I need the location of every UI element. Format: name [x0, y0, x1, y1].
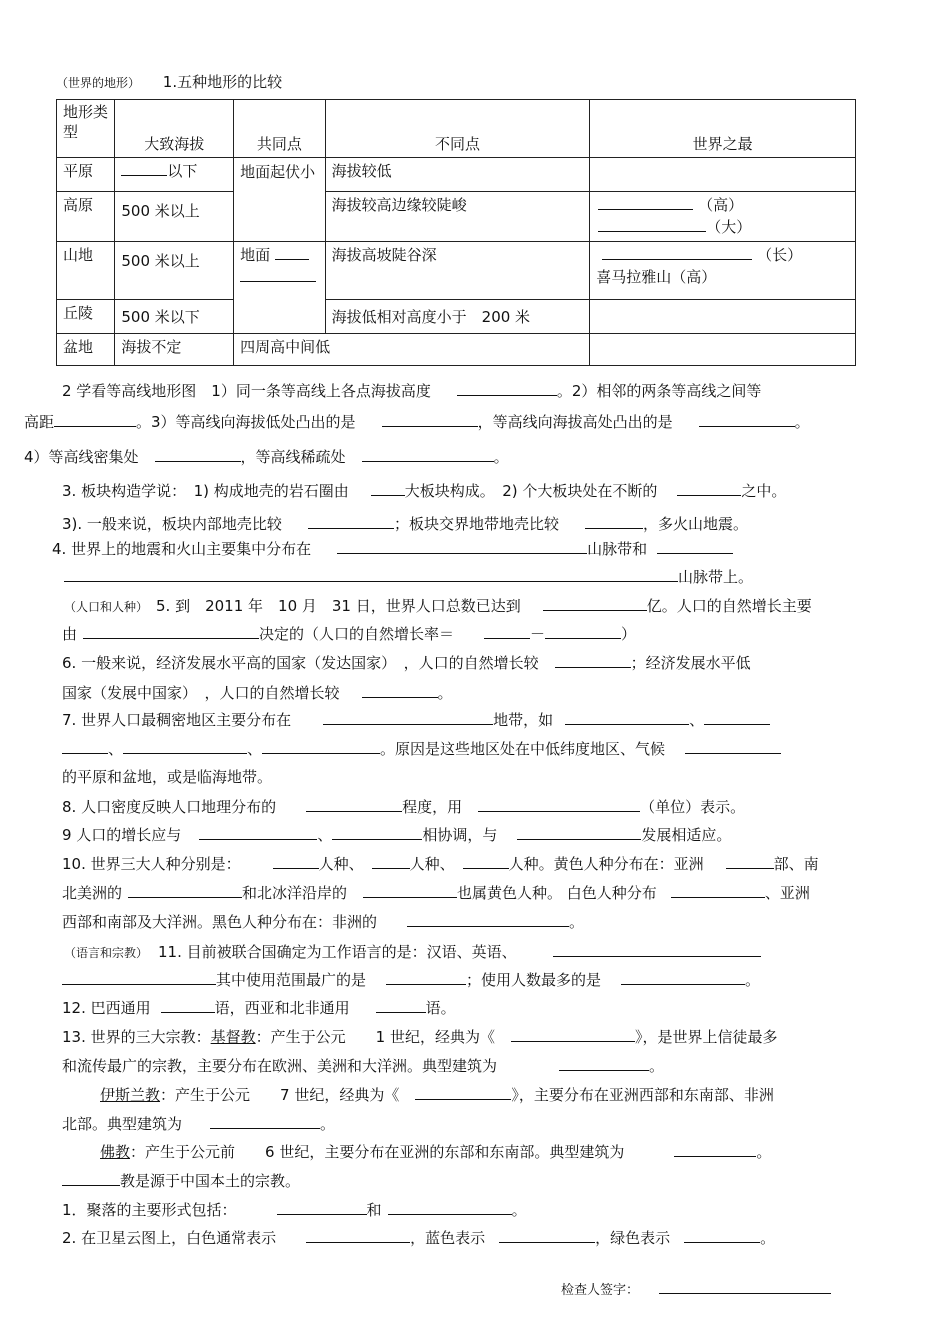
- blank-field[interactable]: [415, 1084, 511, 1100]
- question-13-line4: 北部。典型建筑为 。: [62, 1115, 336, 1133]
- question-8: 8. 人口密度反映人口地理分布的 程度，用 （单位）表示。: [62, 798, 746, 816]
- blank-field[interactable]: [602, 244, 752, 260]
- blank-field[interactable]: [386, 969, 466, 985]
- blank-field[interactable]: [674, 1141, 756, 1157]
- question-6-line1: 6. 一般来说，经济发展水平高的国家（发达国家） ，人口的自然增长较 ；经济发展水平低: [62, 654, 751, 672]
- blank-field[interactable]: [62, 1170, 120, 1186]
- blank-field[interactable]: [388, 1199, 512, 1215]
- blank-field[interactable]: [83, 623, 259, 639]
- plain-difference: 海拔较低: [325, 158, 590, 192]
- blank-field[interactable]: [671, 882, 765, 898]
- plateau-difference: 海拔较高边缘较陡峻: [325, 192, 590, 242]
- blank-field[interactable]: [362, 682, 438, 698]
- plateau-best: （高） （大）: [590, 192, 856, 242]
- row-name-mountain: 山地: [57, 242, 115, 300]
- header-type: 地形类型: [57, 100, 115, 158]
- blank-field[interactable]: [457, 380, 557, 396]
- settlement-question: 1．聚落的主要形式包括： 和 。: [62, 1201, 527, 1219]
- blank-field[interactable]: [199, 824, 317, 840]
- row-name-plain: 平原: [57, 158, 115, 192]
- question-10-line2: 北美洲的 和北冰洋沿岸的 也属黄色人种。 白色人种分布 、亚洲: [62, 884, 810, 902]
- terrain-table: [56, 99, 856, 366]
- blank-field[interactable]: [726, 853, 774, 869]
- blank-field[interactable]: [332, 824, 422, 840]
- hill-best: [590, 300, 856, 334]
- question-7-line1: 7. 世界人口最稠密地区主要分布在 地带，如 、: [62, 709, 770, 730]
- blank-field[interactable]: [553, 941, 761, 957]
- signature-label: 检查人签字：: [561, 1283, 640, 1298]
- blank-field[interactable]: [273, 853, 319, 869]
- signature-line: [561, 1278, 831, 1298]
- question-13-line2: 和流传最广的宗教，主要分布在欧洲、美洲和大洋洲。典型建筑为 。: [62, 1057, 665, 1075]
- satellite-question: 2. 在卫星云图上，白色通常表示 ，蓝色表示 ，绿色表示 。: [62, 1229, 776, 1247]
- blank-field[interactable]: [677, 480, 741, 496]
- hill-altitude: 500 米以下: [115, 300, 234, 334]
- basin-best: [590, 334, 856, 366]
- mountain-difference: 海拔高坡陡谷深: [325, 242, 590, 300]
- signature-field[interactable]: [659, 1278, 831, 1294]
- blank-field[interactable]: [517, 824, 641, 840]
- blank-field[interactable]: [376, 997, 426, 1013]
- question-3-line1: 3. 板块构造学说： 1) 构成地壳的岩石圈由 大板块构成。 2) 个大板块处在不断的 之中。: [62, 482, 787, 500]
- blank-field[interactable]: [123, 738, 247, 754]
- question-7-line3: 的平原和盆地，或是临海地带。: [62, 768, 273, 786]
- blank-field[interactable]: [337, 538, 587, 554]
- question-11-line2: 其中使用范围最广的是 ；使用人数最多的是 。: [62, 969, 760, 990]
- question-11-line1: （语言和宗教） 11. 目前被联合国确定为工作语言的是：汉语、英语、: [64, 941, 761, 963]
- question-13-line5: 佛教：产生于公元前 6 世纪，主要分布在亚洲的东部和东南部。典型建筑为 。: [100, 1143, 772, 1161]
- table-row: [57, 158, 856, 192]
- common-flat: 地面起伏小: [234, 158, 326, 242]
- blank-field[interactable]: [598, 216, 706, 232]
- mountain-common: 地面: [234, 242, 326, 334]
- blank-field[interactable]: [275, 244, 309, 260]
- question-6-line2: 国家（发展中国家） ，人口的自然增长较 。: [62, 684, 453, 702]
- blank-field[interactable]: [684, 1227, 760, 1243]
- blank-field[interactable]: [64, 566, 678, 582]
- question-4-line1: 4. 世界上的地震和火山主要集中分布在 山脉带和: [52, 538, 733, 559]
- blank-field[interactable]: [499, 1227, 595, 1243]
- blank-field[interactable]: [555, 652, 631, 668]
- row-name-hill: 丘陵: [57, 300, 115, 334]
- blank-field[interactable]: [565, 709, 689, 725]
- blank-field[interactable]: [210, 1113, 320, 1129]
- blank-field[interactable]: [277, 1199, 367, 1215]
- question-13-line3: 伊斯兰教：产生于公元 7 世纪，经典为《 》，主要分布在亚洲西部和东南部、非洲: [100, 1086, 774, 1104]
- blank-field[interactable]: [121, 160, 167, 176]
- plain-best: [590, 158, 856, 192]
- question-4-line2: 山脉带上。: [64, 566, 753, 587]
- question-13-line6: 教是源于中国本土的宗教。: [62, 1170, 300, 1191]
- buddhism-label: 佛教: [100, 1143, 131, 1161]
- section-heading: [56, 72, 282, 93]
- basin-altitude: 海拔不定: [115, 334, 234, 366]
- blank-field[interactable]: [306, 1227, 410, 1243]
- header-common: 共同点: [234, 100, 326, 158]
- question-3-line2: 3). 一般来说，板块内部地壳比较 ；板块交界地带地壳比较 ，多火山地震。: [62, 515, 748, 533]
- question-13-line1: 13. 世界的三大宗教：基督教：产生于公元 1 世纪，经典为《 》，是世界上信徒最多: [62, 1028, 778, 1046]
- blank-field[interactable]: [478, 796, 640, 812]
- blank-field[interactable]: [62, 738, 108, 754]
- table-row: [57, 300, 856, 334]
- header-altitude: 大致海拔: [115, 100, 234, 158]
- blank-field[interactable]: [407, 911, 569, 927]
- blank-field[interactable]: [699, 411, 795, 427]
- blank-field[interactable]: [155, 446, 241, 462]
- question-2-line3: 4）等高线密集处 ，等高线稀疏处 。: [24, 448, 509, 466]
- mountain-best: （长） 喜马拉雅山（高）: [590, 242, 856, 300]
- blank-field[interactable]: [585, 513, 643, 529]
- row-name-basin: 盆地: [57, 334, 115, 366]
- blank-field[interactable]: [559, 1055, 649, 1071]
- blank-field[interactable]: [128, 882, 242, 898]
- section-tag: （世界的地形）: [56, 76, 141, 90]
- question-2-line1: 2 学看等高线地形图 1）同一条等高线上各点海拔高度 。2）相邻的两条等高线之间等: [62, 382, 762, 400]
- table-header-row: [57, 100, 856, 158]
- blank-field[interactable]: [323, 709, 493, 725]
- plain-altitude: 以下: [115, 158, 234, 192]
- christianity-label: 基督教: [210, 1028, 256, 1046]
- blank-field[interactable]: [308, 513, 394, 529]
- plateau-altitude: 500 米以上: [115, 192, 234, 242]
- question-5-line1: （人口和人种） 5. 到 2011 年 10 月 31 日，世界人口总数已达到 亿。人口的自然增长主要: [64, 597, 812, 615]
- blank-field[interactable]: [463, 853, 509, 869]
- blank-field[interactable]: [240, 266, 316, 282]
- question-5-line2: 由 决定的（人口的自然增长率＝ － ）: [62, 625, 637, 643]
- blank-field[interactable]: [621, 969, 745, 985]
- blank-field[interactable]: [685, 738, 781, 754]
- blank-field[interactable]: [54, 411, 136, 427]
- table-row: [57, 334, 856, 366]
- question-10-line3: 西部和南部及大洋洲。黑色人种分布在：非洲的 。: [62, 913, 585, 931]
- blank-field[interactable]: [62, 969, 216, 985]
- question-12: 12. 巴西通用 语，西亚和北非通用 语。: [62, 999, 456, 1017]
- blank-field[interactable]: [362, 446, 494, 462]
- mountain-altitude: 500 米以上: [115, 242, 234, 300]
- header-world-best: 世界之最: [590, 100, 856, 158]
- basin-common: 四周高中间低: [234, 334, 590, 366]
- row-name-plateau: 高原: [57, 192, 115, 242]
- blank-field[interactable]: [543, 595, 647, 611]
- blank-field[interactable]: [598, 194, 693, 210]
- blank-field[interactable]: [657, 538, 733, 554]
- table-row: [57, 242, 856, 300]
- blank-field[interactable]: [545, 623, 621, 639]
- blank-field[interactable]: [484, 623, 530, 639]
- question-9: 9 人口的增长应与 、 相协调，与 发展相适应。: [62, 826, 732, 844]
- question-7-line2: 、 、 。原因是这些地区处在中低纬度地区、气候: [62, 738, 781, 759]
- blank-field[interactable]: [372, 853, 410, 869]
- islam-label: 伊斯兰教: [100, 1086, 161, 1104]
- header-difference: 不同点: [325, 100, 590, 158]
- blank-field[interactable]: [511, 1026, 635, 1042]
- hill-difference: 海拔低相对高度小于 200 米: [325, 300, 590, 334]
- blank-field[interactable]: [363, 882, 457, 898]
- blank-field[interactable]: [371, 480, 405, 496]
- question-2-line2: 高距 。3）等高线向海拔低处凸出的是 ，等高线向海拔高处凸出的是 。: [24, 413, 810, 431]
- question-10-line1: 10. 世界三大人种分别是： 人种、 人种、 人种。黄色人种分布在：亚洲 部、南: [62, 855, 819, 873]
- blank-field[interactable]: [262, 738, 380, 754]
- section-title: 1.五种地形的比较: [162, 73, 283, 91]
- blank-field[interactable]: [306, 796, 402, 812]
- blank-field[interactable]: [382, 411, 478, 427]
- blank-field[interactable]: [704, 709, 770, 725]
- blank-field[interactable]: [161, 997, 215, 1013]
- table-row: [57, 192, 856, 242]
